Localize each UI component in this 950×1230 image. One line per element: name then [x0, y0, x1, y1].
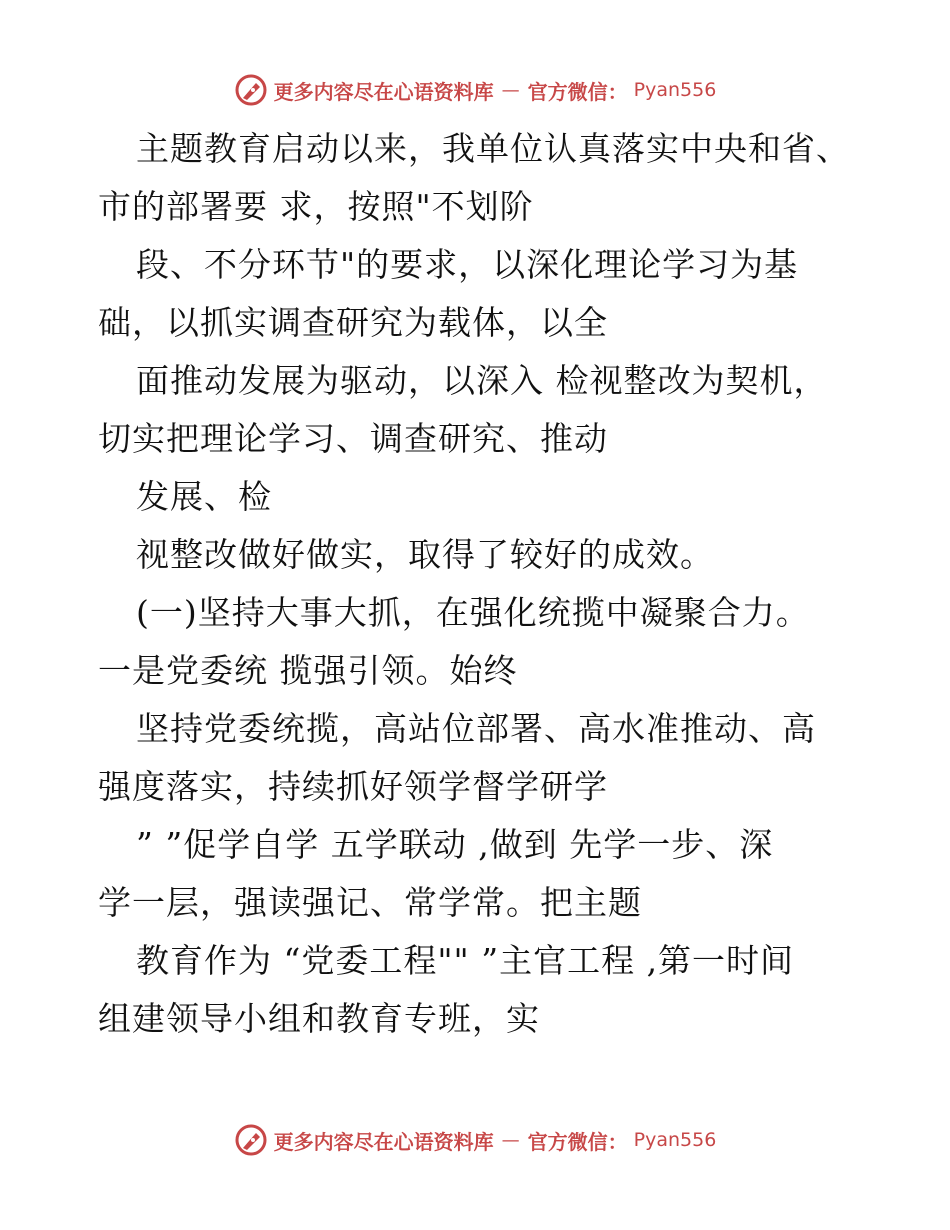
text-line: 坚持党委统揽，高站位部署、高水准推动、高 [136, 709, 816, 748]
watermark-site-text: 更多内容尽在心语资料库 [273, 1129, 494, 1154]
text-line: 段、不分环节"的要求，以深化理论学习为基 [136, 245, 799, 284]
text-line: 强度落实，持续抓好领学督学研学 [98, 767, 608, 806]
text-line: 发展、检 [136, 477, 272, 516]
text-line: 础，以抓实调查研究为载体，以全 [98, 303, 608, 342]
text-line: 切实把理论学习、调查研究、推动 [98, 419, 608, 458]
text-line: 一是党委统 揽强引领。始终 [98, 651, 518, 690]
pen-nib-logo-icon [234, 73, 268, 107]
watermark-header [0, 70, 950, 110]
watermark-footer [0, 1120, 950, 1160]
watermark-wechat-id: Pyan556 [633, 1129, 717, 1151]
watermark-wechat-label: 官方微信： [527, 79, 628, 104]
text-line: 市的部署要 求，按照"不划阶 [98, 187, 534, 226]
text-line: 主题教育启动以来，我单位认真落实中央和省、 [136, 129, 850, 168]
text-line: ” ”促学自学 五学联动 ,做到 先学一步、深 [136, 825, 774, 864]
watermark-wechat-label: 官方微信： [527, 1129, 628, 1154]
text-line: 面推动发展为驱动，以深入 检视整改为契机， [136, 361, 828, 400]
watermark-site-text: 更多内容尽在心语资料库 [273, 79, 494, 104]
document-body [98, 120, 898, 1048]
watermark-dash: — [501, 79, 520, 101]
text-line: 视整改做好做实，取得了较好的成效。 [136, 535, 714, 574]
watermark-wechat-id: Pyan556 [633, 79, 717, 101]
watermark-dash: — [501, 1129, 520, 1151]
pen-nib-logo-icon [234, 1123, 268, 1157]
text-line: (一)坚持大事大抓，在强化统揽中凝聚合力。 [136, 593, 810, 632]
text-line: 组建领导小组和教育专班，实 [98, 999, 540, 1038]
text-line: 教育作为 “党委工程"" ”主官工程 ,第一时间 [136, 941, 795, 980]
text-line: 学一层，强读强记、常学常。把主题 [98, 883, 642, 922]
